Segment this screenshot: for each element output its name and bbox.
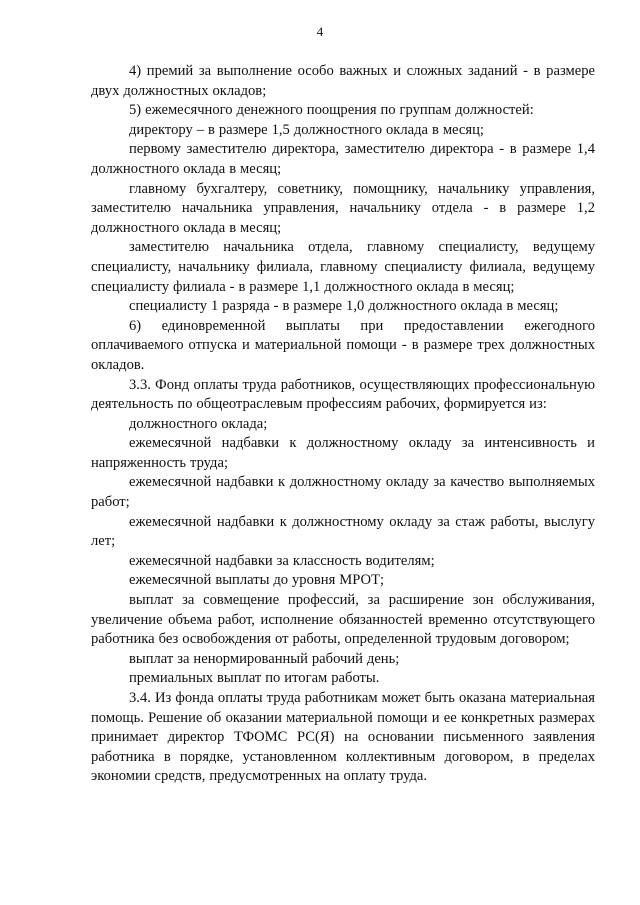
document-body [91,62,595,787]
paragraph-intensity-bonus: ежемесячной надбавки к должностному окладу за интенсивность и напряженность труда; [91,435,595,471]
paragraph-deputy-director-rate: первому заместителю директора, заместителю директора - в размере 1,4 должностного оклада в месяц; [91,141,595,177]
paragraph-seniority-bonus: ежемесячной надбавки к должностному окладу за стаж работы, выслугу лет; [91,513,595,550]
paragraph-combination-payment: выплат за совмещение профессий, за расширение зон обслуживания, увеличение объема работ, исполнение обязанностей временно отсутствующего работника без освобождения от работы, определенной трудовым договором; [91,592,595,648]
paragraph-section-3-3: 3.3. Фонд оплаты труда работников, осуществляющих профессиональную деятельность по общеотраслевым профессиям рабочих, формируется из: [91,376,595,413]
paragraph-premium-payments: премиальных выплат по итогам работы. [129,670,380,687]
paragraph-deputy-head-rate: заместителю начальника отдела, главному специалисту, ведущему специалисту, начальнику филиала, главному специалисту филиала, ведущему специалисту филиала - в размере 1,1 должностного оклада в месяц; [91,239,595,295]
paragraph-monthly-incentive-header: 5) ежемесячного денежного поощрения по группам должностей: [129,102,534,119]
paragraph-irregular-hours-payment: выплат за ненормированный рабочий день; [129,650,400,667]
paragraph-bonus-special-tasks: 4) премий за выполнение особо важных и сложных заданий - в размере двух должностных окладов; [91,63,595,99]
paragraph-specialist-rate: специалисту 1 разряда - в размере 1,0 должностного оклада в месяц; [129,298,559,315]
paragraph-driver-class-bonus: ежемесячной надбавки за классность водителям; [129,552,435,569]
paragraph-mrot-payment: ежемесячной выплаты до уровня МРОТ; [129,572,385,589]
paragraph-quality-bonus: ежемесячной надбавки к должностному окладу за качество выполняемых работ; [91,474,595,511]
page-number: 4 [316,24,324,39]
paragraph-director-rate: директору – в размере 1,5 должностного оклада в месяц; [129,121,484,138]
paragraph-section-3-4: 3.4. Из фонда оплаты труда работникам может быть оказана материальная помощь. Решение об оказании материальной помощи и ее конкретных размерах принимает директор ТФОМС РС(Я) на основании письменного заявления работника в порядке, установленном коллективным договором, в пределах экономии средств, предусмотренных на оплату труда. [91,690,595,785]
paragraph-chief-accountant-rate: главному бухгалтеру, советнику, помощнику, начальнику управления, заместителю начальника управления, начальнику отдела - в размере 1,2 должностного оклада в месяц; [91,180,595,236]
paragraph-base-salary: должностного оклада; [129,415,268,432]
paragraph-vacation-payment: 6) единовременной выплаты при предоставлении ежегодного оплачиваемого отпуска и материальной помощи - в размере трех должностных окладов. [91,317,595,373]
